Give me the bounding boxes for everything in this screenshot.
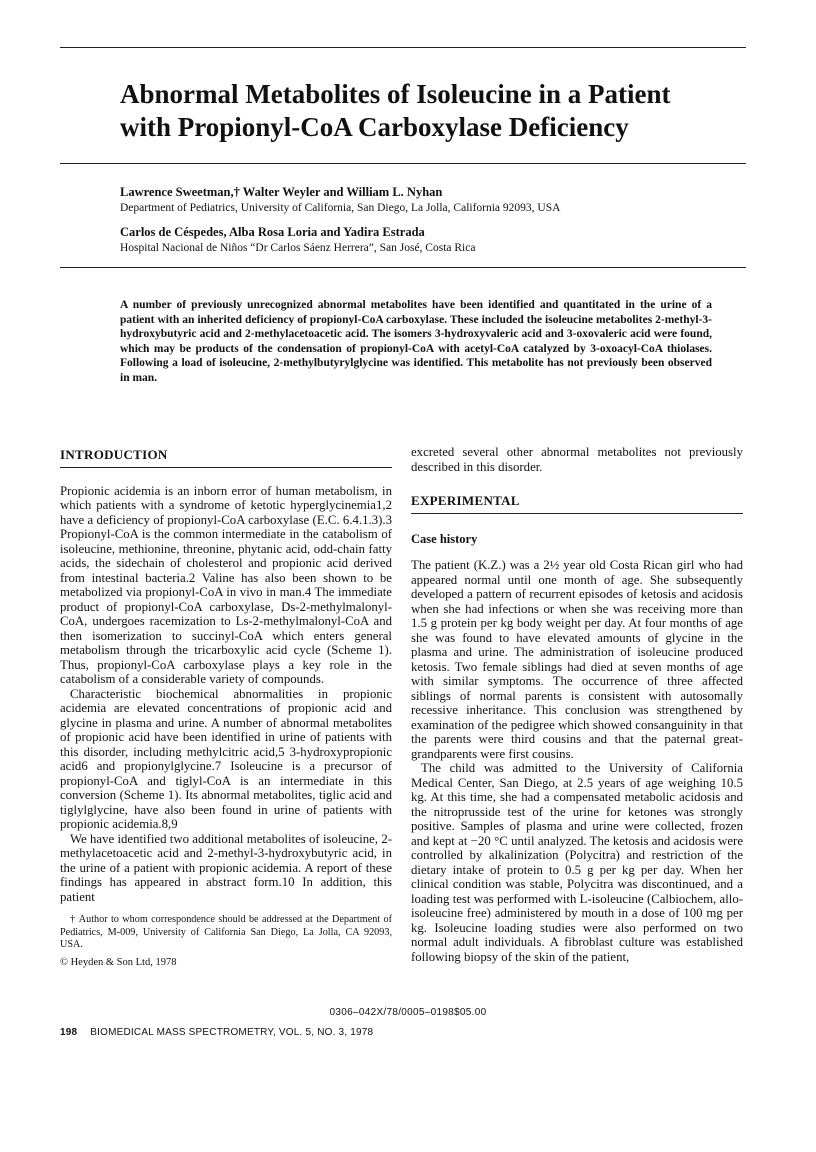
article-code: 0306–042X/78/0005–0198$05.00 bbox=[329, 1007, 487, 1018]
introduction-heading: INTRODUCTION bbox=[60, 448, 392, 468]
top-rule bbox=[60, 47, 746, 48]
article-title bbox=[120, 78, 760, 144]
journal-citation: BIOMEDICAL MASS SPECTROMETRY, VOL. 5, NO. 3, 1978 bbox=[90, 1027, 374, 1038]
correspondence-footnote: † Author to whom correspondence should be addressed at the Department of Pediatrics, M-009, University of California San Diego, La Jolla, CA 92093, USA. bbox=[60, 914, 392, 950]
experimental-heading: EXPERIMENTAL bbox=[411, 494, 743, 514]
intro-paragraph-3: We have identified two additional metabolites of isoleucine, 2-methylacetoacetic acid and 2-methyl-3-hydroxybutyric acid, in the urine of a patient with propionic acidemia. A report of these findings has appeared in abstract form.10 In addition, this patient bbox=[60, 831, 392, 904]
title-line-2: with Propionyl-CoA Carboxylase Deficiency bbox=[120, 112, 629, 142]
author-names-2: Carlos de Céspedes, Alba Rosa Loria and Yadira Estrada bbox=[120, 225, 425, 239]
page-number: 198 bbox=[60, 1027, 78, 1038]
case-paragraph-1: The patient (K.Z.) was a 2½ year old Costa Rican girl who had appeared normal until one month of age. She subsequently developed a pattern of recurrent episodes of ketosis and acidosis when she had infections or when she was receiving more than 1.5 g protein per kg body weight per day. At four months of age she was found to have elevated amounts of glycine in the plasma and urine. The administration of isoleucine produced ketosis. Two female siblings had died at seven months of age with similar symptoms. The occurrence of three affected siblings of normal parents is consistent with autosomally recessive inheritance. This conclusion was strengthened by examination of the pedigree which showed consanguinity in that the parents were third cousins and that the paternal great-grandparents were first cousins. bbox=[411, 558, 743, 761]
affiliation-1: Department of Pediatrics, University of California, San Diego, La Jolla, California 92093, USA bbox=[120, 202, 561, 214]
title-line-1: Abnormal Metabolites of Isoleucine in a Patient bbox=[120, 79, 671, 109]
right-column bbox=[411, 445, 743, 964]
abstract: A number of previously unrecognized abnormal metabolites have been identified and quantitated in the urine of a patient with an inherited deficiency of propionyl-CoA carboxylase. These included the isoleucine metabolites 2-methyl-3-hydroxybutyric acid and 2-methylacetoacetic acid. The isomers 3-hydroxyvaleric acid and 3-oxovaleric acid were found, which may be products of the condensation of propionyl-CoA with acetyl-CoA catalyzed by 3-oxoacyl-CoA thiolases. Following a load of isoleucine, 2-methylbutyrylglycine was identified. This metabolite has not previously been observed in man. bbox=[120, 299, 712, 384]
page-footer bbox=[60, 1027, 373, 1038]
intro-paragraph-1: Propionic acidemia is an inborn error of human metabolism, in which patients with a syndrome of ketotic hyperglycinemia1,2 have a deficiency of propionyl-CoA carboxylase (E.C. 6.4.1.3).3 Propionyl-CoA is the common intermediate in the catabolism of isoleucine, methionine, threonine, phytanic acid, odd-chain fatty acids, the sidechain of cholesterol and propionic acid derived from intestinal bacteria.2 Valine has also been shown to be metabolized via propionyl-CoA in vivo in man.4 The immediate product of propionyl-CoA carboxylase, Ds-2-methylmalonyl-CoA, undergoes racemization to Ls-2-methylmalonyl-CoA and then isomerization to succinyl-CoA which enters general metabolism through the tricarboxylic acid cycle (Scheme 1). Thus, propionyl-CoA carboxylase plays a key role in the catabolism of a considerable variety of compounds. bbox=[60, 483, 392, 686]
intro-paragraph-2: Characteristic biochemical abnormalities in propionic acidemia are elevated concentrations of propionic acid and glycine in plasma and urine. A number of abnormal metabolites of propionic acid have been identified in urine of patients with this disorder, including methylcitric acid,5 3-hydroxypropionic acid6 and propionylglycine.7 Isoleucine is a precursor of propionyl-CoA and tiglyl-CoA is an intermediate in this conversion (Scheme 1). Its abnormal metabolites, tiglic acid and tiglylglycine, have also been found in urine of patients with propionic acidemia.8,9 bbox=[60, 686, 392, 831]
affiliation-2: Hospital Nacional de Niños “Dr Carlos Sáenz Herrera”, San José, Costa Rica bbox=[120, 242, 476, 254]
case-paragraph-2: The child was admitted to the University of California Medical Center, San Diego, at 2.5 years of age weighing 10.5 kg. At this time, she had a compensated metabolic acidosis and the nitroprusside test of the urine for ketones was strongly positive. Samples of plasma and urine were collected, frozen and kept at −20 °C until analyzed. The ketosis and acidosis were controlled by alkalinization (Polycitra) and restriction of the dietary intake of protein to 0.5 g per kg per day. When her clinical condition was stable, Polycitra was discontinued, and a loading test was performed with L-isoleucine (Calbiochem, allo-isoleucine free) administered by mouth in a dose of 100 mg per kg. Isoleucine loading studies were also performed on two normal adult individuals. A fibroblast culture was established following biopsy of the skin of the patient, bbox=[411, 761, 743, 964]
copyright-notice: © Heyden & Son Ltd, 1978 bbox=[60, 956, 177, 968]
left-column bbox=[60, 448, 392, 970]
author-block bbox=[120, 184, 740, 256]
title-rule bbox=[60, 163, 746, 164]
case-history-subheading: Case history bbox=[411, 531, 478, 546]
author-names-1: Lawrence Sweetman,† Walter Weyler and William L. Nyhan bbox=[120, 185, 443, 199]
author-rule bbox=[60, 267, 746, 268]
continued-text: excreted several other abnormal metabolites not previously described in this disorder. bbox=[411, 445, 743, 474]
